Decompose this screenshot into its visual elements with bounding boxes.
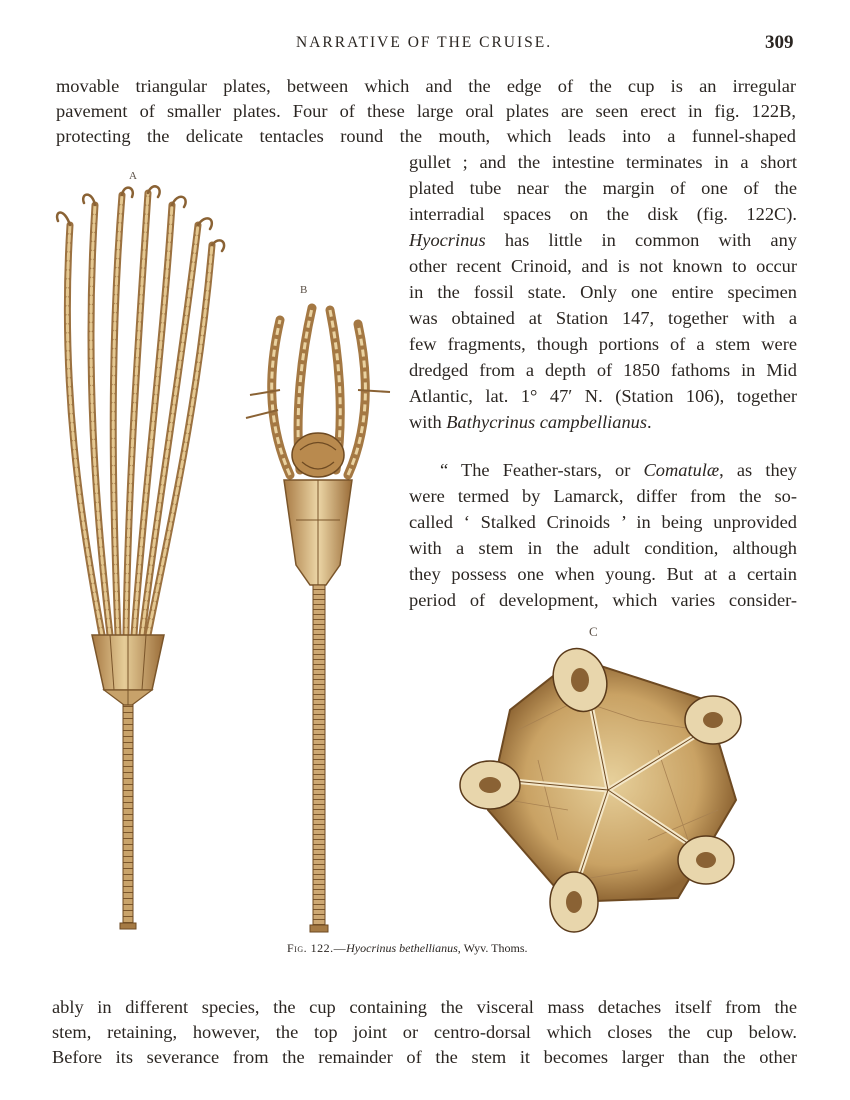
body-line: stem, retaining, however, the top joint or centro-dorsal which closes the cup below. — [52, 1022, 797, 1042]
figure-caption: Fig. 122.—Hyocrinus bethellianus, Wyv. Thoms. — [287, 941, 528, 955]
genus-name: Comatulæ — [643, 460, 720, 480]
crinoid-figure-a — [40, 185, 230, 935]
column-line: interradial spaces on the disk (fig. 122C). — [409, 204, 797, 224]
figure-label-c: C — [589, 624, 598, 639]
body-line: movable triangular plates, between which and the edge of the cup is an irregular — [56, 76, 796, 96]
figure-label-b: B — [300, 284, 308, 296]
genus-name: Hyocrinus — [409, 230, 486, 250]
running-head — [0, 30, 850, 56]
body-line: protecting the delicate tentacles round the mouth, which leads into a funnel-shaped — [56, 126, 796, 146]
column-line: Atlantic, lat. 1° 47′ N. (Station 106), together — [409, 386, 797, 406]
running-title: NARRATIVE OF THE CRUISE. — [296, 34, 553, 51]
crinoid-figure-c — [458, 640, 758, 935]
column-line: Hyocrinus has little in common with any — [409, 230, 797, 250]
stem-a — [123, 705, 133, 927]
crinoid-figure-b — [240, 300, 400, 935]
column-line: gullet ; and the intestine terminates in a short — [409, 152, 797, 172]
column-line: dredged from a depth of 1850 fathoms in Mid — [409, 360, 797, 380]
body-line: ably in different species, the cup containing the visceral mass detaches itself from the — [52, 997, 797, 1017]
column-line: they possess one when young. But at a certain — [409, 564, 797, 584]
column-line: in the fossil state. Only one entire specimen — [409, 282, 797, 302]
body-line: Before its severance from the remainder of the stem it becomes larger than the other — [52, 1047, 797, 1067]
column-line: called ‘ Stalked Crinoids ’ in being unprovided — [409, 512, 797, 532]
species-name: Bathycrinus campbellianus — [446, 412, 648, 432]
column-line-last: with Bathycrinus campbellianus. — [409, 412, 652, 432]
column-line: “ The Feather-stars, or Comatulæ, as they — [440, 460, 797, 480]
body-line: pavement of smaller plates. Four of these large oral plates are seen erect in fig. 122B, — [56, 101, 796, 121]
column-line: few fragments, though portions of a stem were — [409, 334, 797, 354]
column-line: with a stem in the adult condition, although — [409, 538, 797, 558]
column-line: were termed by Lamarck, differ from the so- — [409, 486, 797, 506]
stem-b — [313, 585, 325, 930]
figure-label-a: A — [129, 170, 137, 182]
column-line: other recent Crinoid, and is not known to occur — [409, 256, 797, 276]
page-number: 309 — [765, 32, 794, 53]
visceral-mass — [292, 433, 344, 477]
column-line: plated tube near the margin of one of the — [409, 178, 797, 198]
caption-species: Hyocrinus bethellianus — [346, 941, 458, 955]
column-line: was obtained at Station 147, together with a — [409, 308, 797, 328]
column-line: period of development, which varies consider- — [409, 590, 797, 610]
